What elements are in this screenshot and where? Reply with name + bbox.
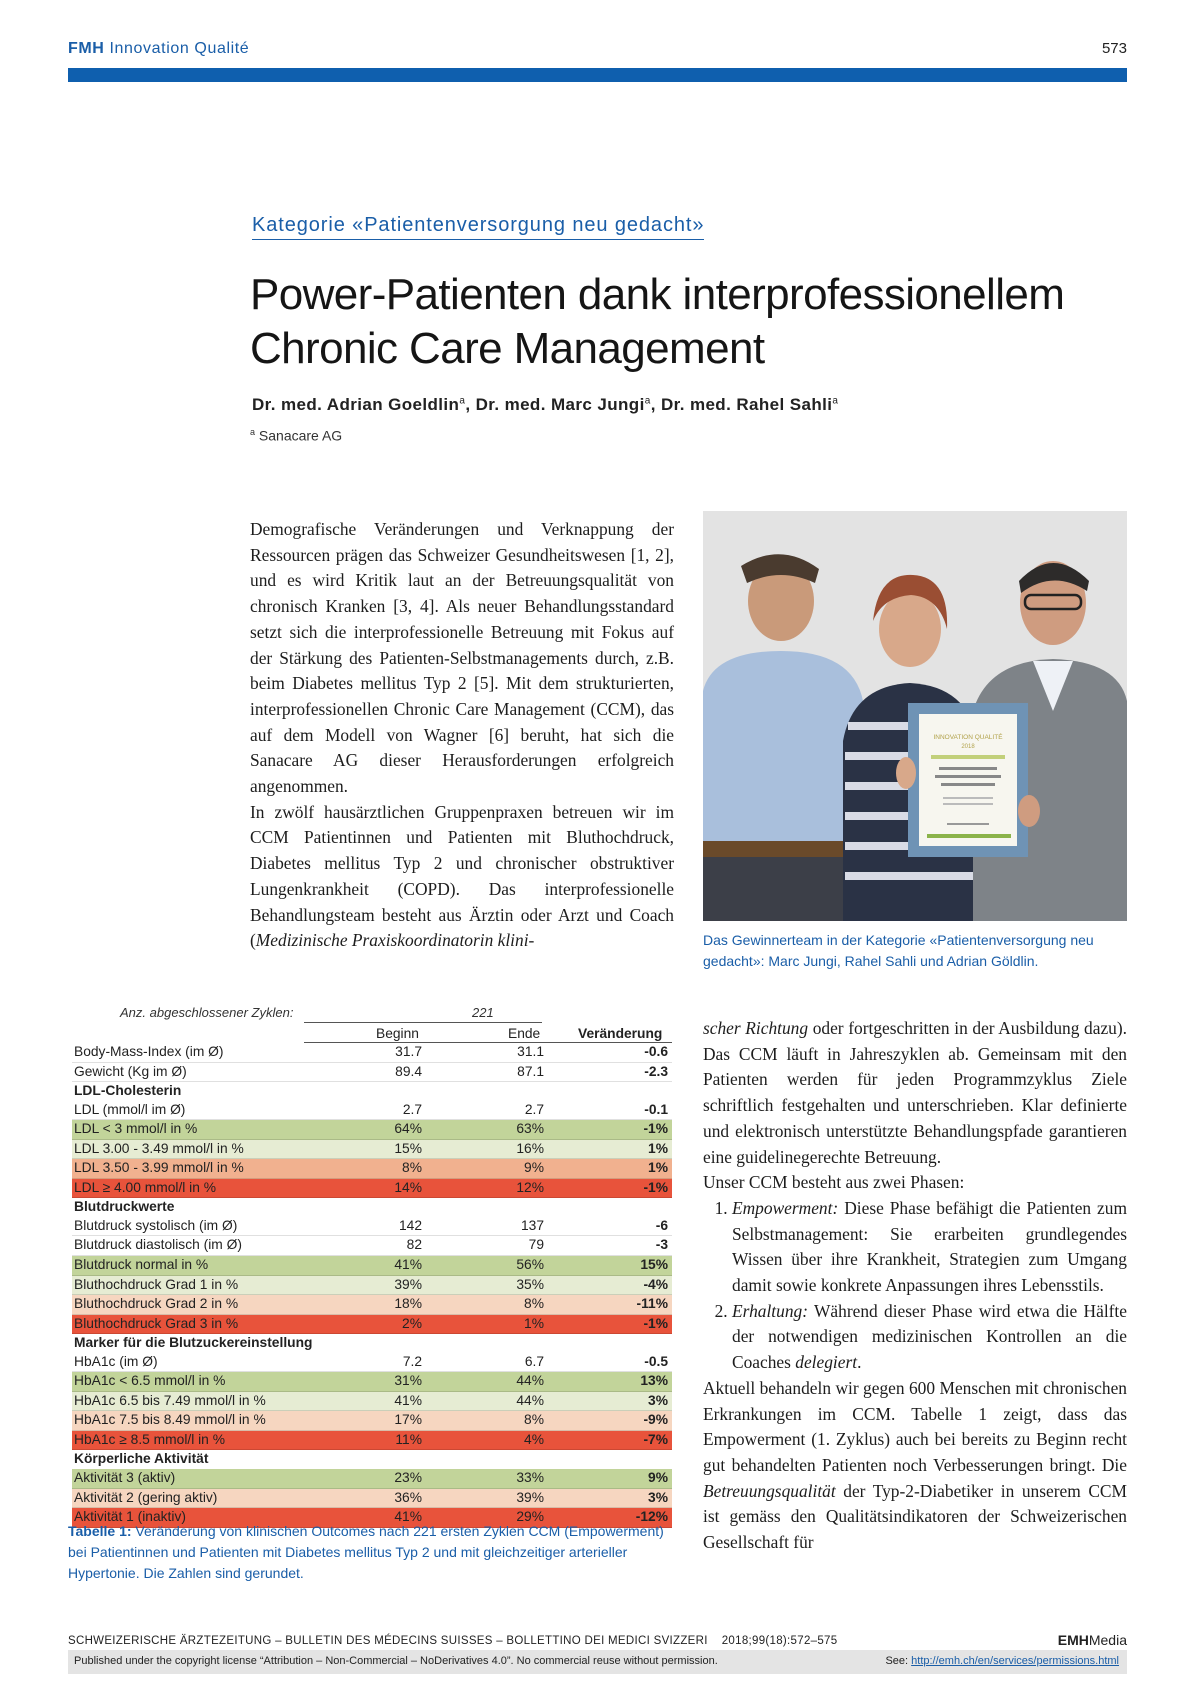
cell-ende: 1% — [524, 1315, 544, 1331]
author-list: Dr. med. Adrian Goeldlin$^a$, Dr. med. Marc Jungi$^a$, Dr. med. Rahel Sahli$^a$ — [252, 395, 839, 414]
cell-label: LDL (mmol/l im Ø) — [74, 1101, 186, 1117]
cell-veraenderung: 1% — [648, 1160, 668, 1176]
table-section-header — [72, 1198, 672, 1217]
cell-label: LDL 3.00 - 3.49 mmol/l in % — [74, 1140, 244, 1156]
table-row — [72, 1236, 672, 1256]
article-title — [250, 268, 1130, 376]
cell-beginn: 2.7 — [402, 1101, 422, 1117]
cell-ende: 6.7 — [524, 1353, 544, 1369]
table-row — [72, 1101, 672, 1121]
cell-label: HbA1c (im Ø) — [74, 1353, 158, 1369]
table-section-header — [72, 1450, 672, 1469]
table-section-header — [72, 1082, 672, 1101]
cell-ende: 87.1 — [517, 1063, 544, 1079]
cell-veraenderung: -0.1 — [644, 1101, 668, 1117]
publisher-logo: EMHMedia — [1057, 1632, 1127, 1648]
cell-beginn: 7.2 — [402, 1353, 422, 1369]
cell-ende: 8% — [524, 1412, 544, 1428]
cell-label: LDL-Cholesterin — [74, 1083, 182, 1099]
paragraph: Aktuell behandeln wir gegen 600 Menschen mit chronischen Erkrankungen im CCM. Tabelle 1 zeigt, dass das Empowerment (1. Zyklus) auch bei bereits zu Beginn recht gut behandelten Patienten noch Verbesserungen bringt. Die Betreuungsqualität der Typ-2-Diabetiker in unserem CCM ist gemäss den Qualitätsindikatoren der Schweizerischen Gesellschaft für — [703, 1377, 1127, 1553]
cell-beginn: 41% — [394, 1509, 422, 1525]
table-row — [72, 1256, 672, 1276]
cell-label: Blutdruck diastolisch (im Ø) — [74, 1237, 242, 1253]
cell-veraenderung: 3% — [648, 1489, 668, 1505]
paragraph: Unser CCM besteht aus zwei Phasen: — [703, 1172, 965, 1193]
cell-beginn: 41% — [394, 1257, 422, 1273]
cell-veraenderung: 1% — [648, 1140, 668, 1156]
permissions-link[interactable]: http://emh.ch/en/services/permissions.html — [911, 1655, 1119, 1667]
cell-ende: 2.7 — [524, 1101, 544, 1117]
journal-footer: SCHWEIZERISCHE ÄRZTEZEITUNG – BULLETIN DES MÉDECINS SUISSES – BOLLETTINO DEI MEDICI SVIZZERI 2018;99(18):572–575 — [68, 1635, 838, 1647]
cell-veraenderung: -0.6 — [644, 1044, 668, 1059]
table-row — [72, 1489, 672, 1509]
cell-ende: 56% — [516, 1257, 544, 1273]
col-header-ende: Ende — [508, 1026, 541, 1041]
license-text: Published under the copyright license “Attribution – Non-Commercial – NoDerivatives 4.0”. No commercial reuse without permission. — [74, 1655, 718, 1667]
cell-label: Blutdruck normal in % — [74, 1257, 209, 1273]
table-row — [72, 1431, 672, 1451]
table-row — [72, 1120, 672, 1140]
cell-beginn: 17% — [394, 1412, 422, 1428]
body-column-2 — [703, 1016, 1127, 1556]
cell-veraenderung: -0.5 — [644, 1353, 668, 1369]
cell-label: LDL 3.50 - 3.99 mmol/l in % — [74, 1160, 244, 1176]
cycles-label: Anz. abgeschlossener Zyklen: — [120, 1005, 294, 1020]
winner-team-photo — [703, 511, 1127, 921]
cell-beginn: 142 — [398, 1217, 422, 1233]
cell-beginn: 39% — [394, 1276, 422, 1292]
table-body — [72, 1043, 672, 1528]
cell-label: HbA1c 7.5 bis 8.49 mmol/l in % — [74, 1412, 266, 1428]
cell-ende: 79 — [528, 1237, 544, 1253]
cell-ende: 12% — [516, 1179, 544, 1195]
photo-caption: Das Gewinnerteam in der Kategorie «Patientenversorgung neu gedacht»: Marc Jungi, Rahel Sahli und Adrian Göldlin. — [703, 932, 1094, 969]
author-1: Dr. med. Adrian Goeldlin — [252, 395, 460, 414]
cell-veraenderung: -3 — [655, 1237, 668, 1253]
cell-veraenderung: 9% — [648, 1470, 668, 1486]
cell-veraenderung: -1% — [643, 1179, 668, 1195]
cell-ende: 16% — [516, 1140, 544, 1156]
affiliation: $^a$ Sanacare AG — [250, 427, 343, 444]
list-item: 1. Empowerment: Diese Phase befähigt die Patienten zum Selbstmanagement: Sie erarbeiten grundlegendes Wissen über ihre Krankheit, Strategien zum Umgang damit sowie konkrete Anpassungen ihres Lebensstils. — [732, 1196, 1127, 1299]
cell-beginn: 8% — [402, 1160, 422, 1176]
cell-beginn: 41% — [394, 1392, 422, 1408]
cell-veraenderung: -1% — [643, 1121, 668, 1137]
cell-beginn: 36% — [394, 1489, 422, 1505]
journal-brand — [68, 40, 249, 58]
cell-label: HbA1c ≥ 8.5 mmol/l in % — [74, 1431, 225, 1447]
table-row — [72, 1217, 672, 1237]
cell-label: Blutdruckwerte — [74, 1199, 175, 1215]
category-kicker: Kategorie «Patientenversorgung neu gedacht» — [252, 214, 704, 240]
cell-beginn: 15% — [394, 1140, 422, 1156]
cell-label: Blutdruck systolisch (im Ø) — [74, 1217, 238, 1233]
cell-ende: 4% — [524, 1431, 544, 1447]
cell-label: Body-Mass-Index (im Ø) — [74, 1044, 224, 1059]
col-header-veraenderung: Veränderung — [578, 1026, 663, 1041]
table-header-row — [72, 1023, 672, 1043]
body-column-1 — [250, 517, 674, 954]
cell-ende: 44% — [516, 1373, 544, 1389]
cell-veraenderung: -6 — [655, 1217, 668, 1233]
table-row — [72, 1411, 672, 1431]
brand-section: Innovation Qualité — [109, 40, 250, 57]
cell-beginn: 64% — [394, 1121, 422, 1137]
cell-beginn: 14% — [394, 1179, 422, 1195]
cell-ende: 9% — [524, 1160, 544, 1176]
cell-ende: 35% — [516, 1276, 544, 1292]
cell-veraenderung: -2.3 — [644, 1063, 668, 1079]
table-row — [72, 1295, 672, 1315]
paragraph: In zwölf hausärztlichen Gruppenpraxen betreuen wir im CCM Patientinnen und Patienten mit Bluthochdruck, Diabetes mellitus Typ 2 und chronischer obstruktiver Lungenkrankheit (COPD). Das interprofessionelle Behandlungsteam besteht aus Ärztin oder Arzt und Coach (Medizinische Praxiskoordinatorin klini- — [250, 801, 674, 951]
brand-fmh: FMH — [68, 40, 105, 57]
photo-illustration — [703, 511, 1127, 921]
table-row — [72, 1315, 672, 1335]
cell-veraenderung: -12% — [635, 1509, 668, 1525]
cell-ende: 8% — [524, 1296, 544, 1312]
cell-label: LDL < 3 mmol/l in % — [74, 1121, 198, 1137]
cell-label: Aktivität 2 (gering aktiv) — [74, 1489, 218, 1505]
certificate-title: INNOVATION QUALITÉ — [933, 734, 1003, 741]
table-row — [72, 1063, 672, 1083]
cell-beginn: 31% — [394, 1373, 422, 1389]
cell-veraenderung: -7% — [643, 1431, 668, 1447]
cell-ende: 63% — [516, 1121, 544, 1137]
header-bar — [68, 68, 1127, 82]
cell-ende: 137 — [520, 1217, 544, 1233]
certificate-year: 2018 — [961, 744, 975, 750]
table-caption: Tabelle 1: Veränderung von klinischen Outcomes nach 221 ersten Zyklen CCM (Empowerment) bei Patientinnen und Patienten mit Diabetes mellitus Typ 2 und mit gleichzeitiger arterieller Hypertonie. Die Zahlen sind gerundet. — [68, 1523, 664, 1581]
cell-veraenderung: 3% — [648, 1392, 668, 1408]
paragraph: Demografische Veränderungen und Verknappung der Ressourcen prägen das Schweizer Gesundheitswesen [1, 2], und es wird Kritik laut an der Betreuungsqualität von chronisch Kranken [3, 4]. Als neuer Behandlungsstandard setzt sich die interprofessionelle Betreuung mit Fokus auf der Stärkung des Patienten-Selbstmanagements durch, z.B. beim Diabetes mellitus Typ 2 [5]. Mit dem strukturierten, interprofessionellen Chronic Care Management (CCM), das auf dem Modell von Wagner [6] beruht, hat sich die Sanacare AG dieser Herausforderungen erfolgreich angenommen. — [250, 519, 674, 797]
cell-ende: 31.1 — [517, 1044, 544, 1059]
cell-veraenderung: 13% — [640, 1373, 668, 1389]
title-line-2: Chronic Care Management — [250, 324, 765, 373]
author-2: Dr. med. Marc Jungi — [475, 395, 645, 414]
cell-label: Aktivität 3 (aktiv) — [74, 1470, 176, 1486]
col-header-beginn: Beginn — [376, 1026, 419, 1041]
cell-beginn: 11% — [395, 1431, 422, 1447]
cell-ende: 29% — [516, 1509, 544, 1525]
phase-list — [703, 1196, 1127, 1376]
cell-beginn: 31.7 — [395, 1044, 422, 1059]
title-line-1: Power-Patienten dank interprofessionellem — [250, 270, 1065, 319]
cell-veraenderung: -9% — [643, 1412, 668, 1428]
cell-label: HbA1c 6.5 bis 7.49 mmol/l in % — [74, 1392, 266, 1408]
table-row — [72, 1179, 672, 1199]
table-row — [72, 1392, 672, 1412]
cell-ende: 33% — [516, 1470, 544, 1486]
cell-ende: 39% — [516, 1489, 544, 1505]
cell-label: LDL ≥ 4.00 mmol/l in % — [74, 1179, 217, 1195]
table-cycles-row — [72, 1003, 672, 1023]
table-row — [72, 1353, 672, 1373]
cell-label: HbA1c < 6.5 mmol/l in % — [74, 1373, 226, 1389]
cell-label: Bluthochdruck Grad 3 in % — [74, 1315, 239, 1331]
cell-label: Körperliche Aktivität — [74, 1451, 209, 1467]
table-row — [72, 1276, 672, 1296]
cell-label: Gewicht (Kg im Ø) — [74, 1063, 187, 1079]
cell-beginn: 82 — [406, 1237, 422, 1253]
cell-ende: 44% — [516, 1392, 544, 1408]
cell-veraenderung: -1% — [643, 1315, 668, 1331]
table-row — [72, 1372, 672, 1392]
table-row — [72, 1469, 672, 1489]
cell-label: Bluthochdruck Grad 1 in % — [74, 1276, 239, 1292]
table-row — [72, 1159, 672, 1179]
table-row — [72, 1043, 672, 1063]
cycles-value: 221 — [472, 1005, 494, 1020]
cell-veraenderung: -4% — [643, 1276, 668, 1292]
table-row — [72, 1140, 672, 1160]
cell-veraenderung: -11% — [636, 1296, 668, 1312]
table-section-header — [72, 1334, 672, 1353]
cell-label: Marker für die Blutzuckereinstellung — [74, 1335, 313, 1351]
page-number: 573 — [1101, 40, 1127, 57]
cell-veraenderung: 15% — [640, 1257, 668, 1273]
cell-label: Aktivität 1 (inaktiv) — [74, 1509, 186, 1525]
cell-beginn: 23% — [394, 1470, 422, 1486]
cell-label: Bluthochdruck Grad 2 in % — [74, 1296, 239, 1312]
author-3: Dr. med. Rahel Sahli — [660, 395, 833, 414]
paragraph: scher Richtung oder fortgeschritten in der Ausbildung dazu). Das CCM läuft in Jahreszyklen ab. Gemeinsam mit den Patienten werden für jeden Programmzyklus Ziele schriftlich festgehalten und unterschrieben. Klar definierte und elektronisch unterstützte Behandlungspfade garantieren eine guidelinegerechte Betreuung. — [703, 1018, 1127, 1167]
cell-beginn: 2% — [402, 1315, 422, 1331]
permissions-note: See: http://emh.ch/en/services/permissions.html — [885, 1655, 1119, 1667]
list-item: 2. Erhaltung: Während dieser Phase wird etwa die Hälfte der notwendigen medizinischen Kontrollen an die Coaches delegiert. — [732, 1299, 1127, 1376]
cell-beginn: 89.4 — [395, 1063, 422, 1079]
cell-beginn: 18% — [394, 1296, 422, 1312]
